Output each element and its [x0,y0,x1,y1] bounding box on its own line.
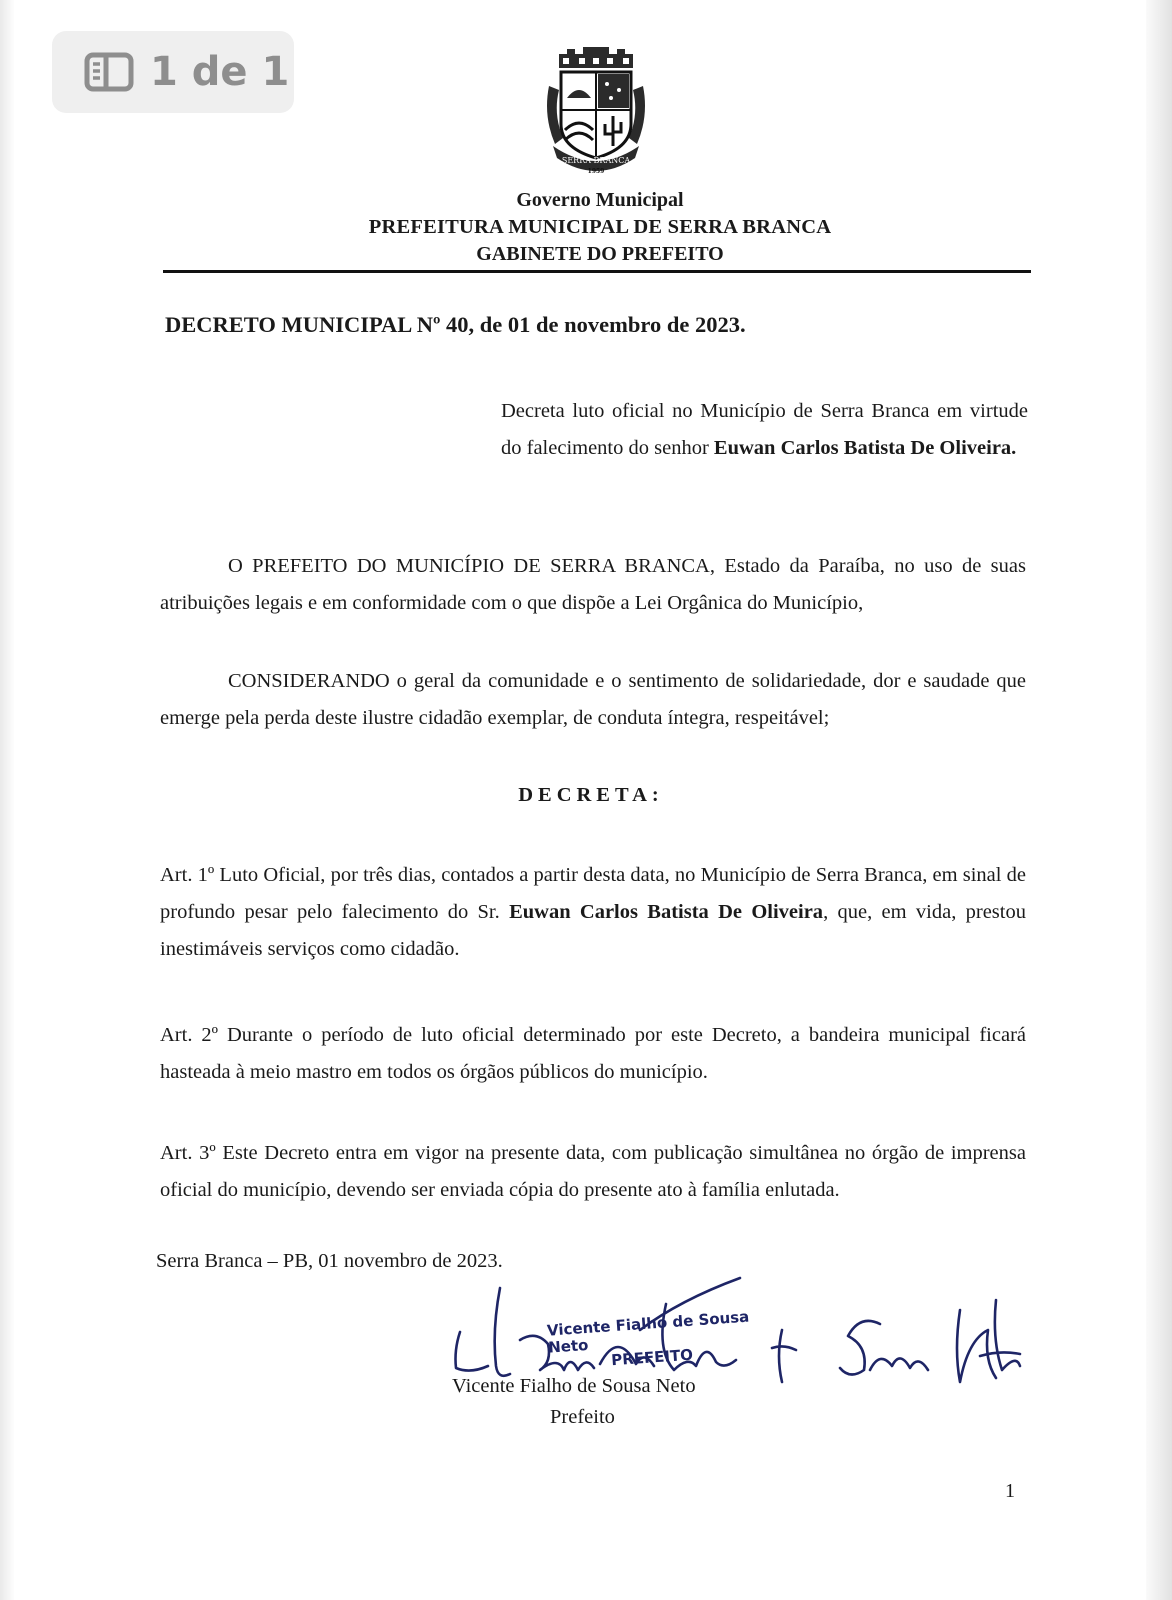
crest-banner-text: SERRA BRANCA [561,156,631,165]
article-1 [160,857,1026,968]
page-indicator-badge[interactable] [52,31,294,113]
article-1-text: Art. 1º Luto Oficial, por três dias, contados a partir desta data, no Município de Serra Branca, em sinal de profundo pesar pelo falecimento do Sr. [160,864,1026,923]
stamp-name: Vicente Fialho de Sousa Neto [546,1307,750,1357]
ementa-text: Decreta luto oficial no Município de Serra Branca em virtude do falecimento do senhor [501,400,1028,459]
page-number: 1 [1005,1480,1015,1502]
municipal-crest-logo [543,46,649,174]
page-indicator-text: 1 de 1 [150,49,290,95]
decreta-heading: DECRETA: [518,784,664,806]
considerando-paragraph: CONSIDERANDO o geral da comunidade e o sentimento de solidariedade, dor e saudade que emerge pela perda deste ilustre cidadão exemplar, de conduta íntegra, respeitável; [160,670,1026,729]
header-cabinet: GABINETE DO PREFEITO [476,243,724,265]
handwritten-signature [440,1270,1040,1410]
decree-ementa [501,393,1028,467]
article-1-name: Euwan Carlos Batista De Oliveira [509,901,824,923]
article-2: Art. 2º Durante o período de luto oficial determinado por este Decreto, a bandeira municipal ficará hasteada à meio mastro em todos os órgãos públicos do município. [160,1024,1026,1083]
header-government: Governo Municipal [516,189,684,211]
place-date: Serra Branca – PB, 01 novembro de 2023. [156,1250,503,1272]
signer-name: Vicente Fialho de Sousa Neto [452,1375,696,1397]
decree-title: DECRETO MUNICIPAL Nº 40, de 01 de novembro de 2023. [165,312,746,337]
header-divider [163,270,1031,273]
article-3: Art. 3º Este Decreto entra em vigor na presente data, com publicação simultânea no órgão de imprensa oficial do município, devendo ser enviada cópia do presente ato à família enlutada. [160,1142,1026,1201]
signer-role: Prefeito [550,1406,615,1428]
preamble-paragraph: O PREFEITO DO MUNICÍPIO DE SERRA BRANCA, Estado da Paraíba, no uso de suas atribuições legais e em conformidade com o que dispõe a Lei Orgânica do Município, [160,555,1026,614]
article-1-text-end: , que, em vida, prestou inestimáveis serviços como cidadão. [160,901,1026,960]
crest-year: 1959 [587,168,605,174]
ementa-name: Euwan Carlos Batista De Oliveira. [713,437,1017,459]
header-prefecture: PREFEITURA MUNICIPAL DE SERRA BRANCA [368,216,832,238]
stamp-role: PREFEITO [610,1345,694,1370]
sidebar-panel-icon[interactable] [84,52,134,92]
